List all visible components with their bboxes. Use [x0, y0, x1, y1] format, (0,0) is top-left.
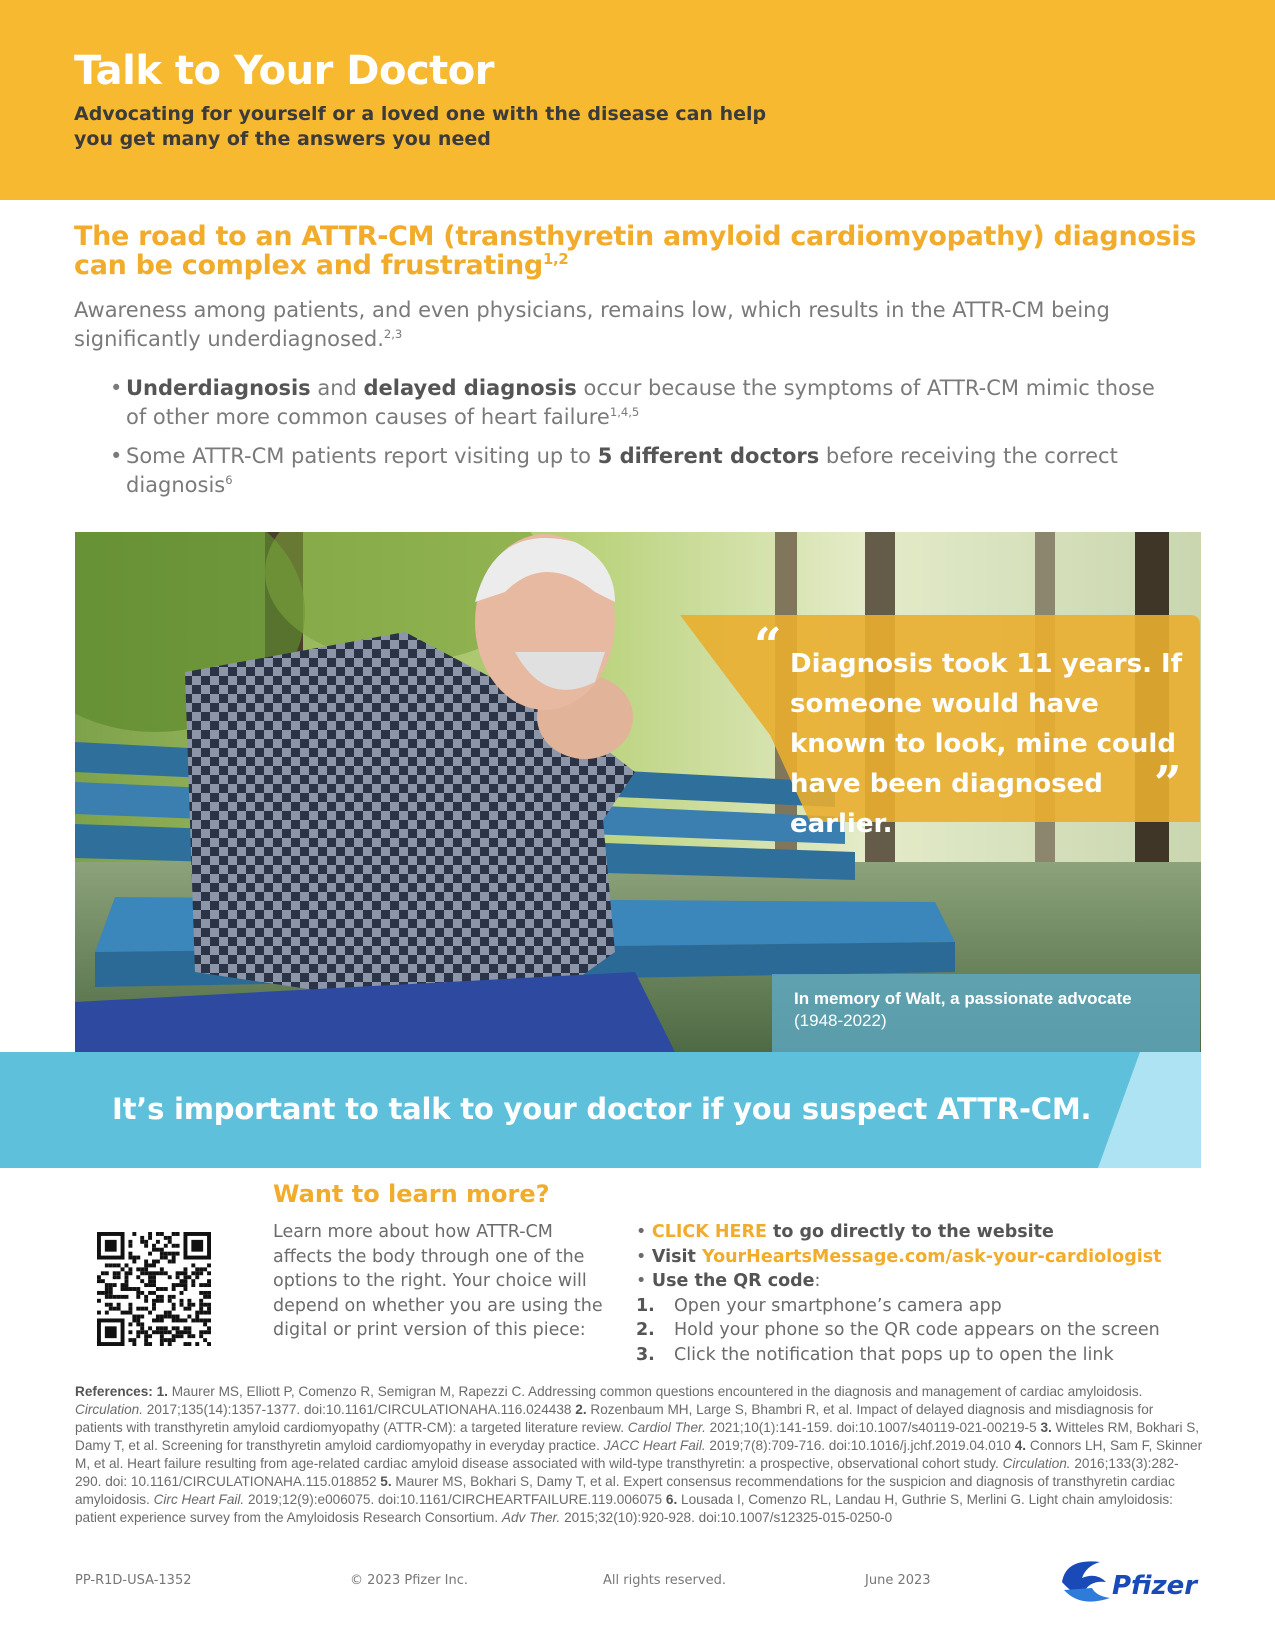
- learn-more-options: [636, 1220, 1256, 1368]
- click-here-link[interactable]: CLICK HERE: [651, 1222, 767, 1242]
- qr-step: [636, 1343, 1256, 1368]
- ref-number: 5.: [380, 1474, 392, 1489]
- ref-journal: Adv Ther.: [501, 1510, 561, 1525]
- option-click-here: • CLICK HERE to go directly to the website: [636, 1222, 1054, 1242]
- bullet-bold: 5 different doctors: [597, 444, 820, 468]
- ref-text: 2019;7(8):709-716. doi:10.1016/j.jchf.2019.04.010: [705, 1438, 1015, 1453]
- ref-journal: Circulation.: [1002, 1456, 1071, 1471]
- ref-number: 1.: [156, 1384, 168, 1399]
- footer-date: June 2023: [865, 1573, 931, 1588]
- ref-journal: Cardiol Ther.: [627, 1420, 706, 1435]
- ref-text: 2021;10(1):141-159. doi:10.1007/s40119-021-00219-5: [705, 1420, 1041, 1435]
- step-text: Click the notification that pops up to open the link: [674, 1344, 1114, 1365]
- ref-text: Connors LH, Sam F, Skinner M, et al. Heart failure resulting from age-related cardiac amyloid disease associated with wild-type transthyretin: a prospective, observational cohort study.: [75, 1438, 1203, 1471]
- ref-text: 2016;133(3):282-290. doi: 10.1161/CIRCULATIONAHA.115.018852: [75, 1456, 1179, 1489]
- option-qr: • Use the QR code:: [636, 1271, 821, 1292]
- bullet-text: occur because the symptoms of ATTR-CM mimic those of other more common causes of heart failure: [126, 376, 1155, 429]
- references: [75, 1383, 1203, 1527]
- ref-number: 4.: [1014, 1438, 1027, 1453]
- bullet-citation: 1,4,5: [609, 405, 640, 419]
- pfizer-logo: [1056, 1552, 1206, 1614]
- option-text: to go directly to the website: [766, 1222, 1054, 1242]
- memorial-caption: [772, 974, 1200, 1052]
- footer-code: PP-R1D-USA-1352: [75, 1573, 192, 1588]
- learn-more-description: Learn more about how ATTR-CM affects the body through one of the options to the right. Your choice will depend on whether you are using the digital or print version of this piece:: [273, 1222, 603, 1341]
- ref-number: 6.: [665, 1492, 678, 1507]
- qr-step: [636, 1318, 1256, 1343]
- page-subtitle: Advocating for yourself or a loved one with the disease can help you get many of the answers you need: [74, 103, 767, 150]
- intro-paragraph-text: Awareness among patients, and even physicians, remains low, which results in the ATTR-CM being significantly underdiagnosed.: [74, 298, 1110, 351]
- ref-journal: Circ Heart Fail.: [153, 1492, 245, 1507]
- intro-paragraph-citation: 2,3: [383, 327, 403, 341]
- bullet-bold: delayed diagnosis: [363, 376, 577, 400]
- bullet-bold: Underdiagnosis: [126, 376, 311, 400]
- ref-text: 2017;135(14):1357-1377. doi:10.1161/CIRCULATIONAHA.116.024438: [143, 1402, 576, 1417]
- step-text: Open your smartphone’s camera app: [674, 1295, 1002, 1316]
- step-text: Hold your phone so the QR code appears on the screen: [674, 1320, 1160, 1341]
- bullet-text: before receiving the correct diagnosis: [126, 444, 1118, 497]
- call-to-action-banner: It’s important to talk to your doctor if you suspect ATTR-CM.: [112, 1092, 1092, 1126]
- ref-text: Lousada I, Comenzo RL, Landau H, Guthrie S, Merlini G. Light chain amyloidosis: patient experience survey from the Amyloidosis Research Consortium.: [75, 1492, 1173, 1525]
- learn-more-title: Want to learn more?: [273, 1180, 550, 1208]
- step-number: 2.: [636, 1320, 655, 1341]
- bullet-underdiagnosis: [110, 374, 1170, 432]
- section-headline: [74, 222, 1214, 280]
- website-link[interactable]: YourHeartsMessage.com/ask-your-cardiologist: [702, 1246, 1162, 1267]
- ref-text: Rozenbaum MH, Large S, Bhambri R, et al. Impact of delayed diagnosis and misdiagnosis for patients with transthyretin amyloid cardiomyopathy (ATTR-CM): a targeted literature review.: [75, 1402, 1154, 1435]
- step-number: 3.: [636, 1344, 655, 1365]
- qr-code-icon[interactable]: [97, 1232, 211, 1346]
- logo-wordmark: Pfizer: [1112, 1571, 1198, 1601]
- memorial-years: (1948-2022): [794, 1011, 887, 1030]
- option-label: Visit: [651, 1246, 702, 1267]
- ref-text: Maurer MS, Bokhari S, Damy T, et al. Expert consensus recommendations for the suspicion and diagnosis of transthyretin cardiac amyloidosis.: [75, 1474, 1175, 1507]
- step-number: 1.: [636, 1295, 655, 1316]
- intro-paragraph: [74, 296, 1214, 354]
- open-quote-icon: “: [754, 618, 782, 674]
- close-quote-icon: ”: [1154, 756, 1182, 812]
- header-band: [0, 0, 1275, 200]
- bullet-text: and: [310, 376, 364, 400]
- option-visit: • Visit YourHeartsMessage.com/ask-your-cardiologist: [636, 1246, 1162, 1267]
- references-label: References:: [75, 1384, 153, 1399]
- ref-text: Maurer MS, Elliott P, Comenzo R, Semigran M, Rapezzi C. Addressing common questions encountered in the diagnosis and management of cardiac amyloidosis.: [167, 1384, 1143, 1399]
- ref-journal: JACC Heart Fail.: [603, 1438, 706, 1453]
- ref-text: Witteles RM, Bokhari S, Damy T, et al. Screening for transthyretin amyloid cardiomyopathy in everyday practice.: [75, 1420, 1200, 1453]
- footer-copyright: © 2023 Pfizer Inc.: [350, 1573, 469, 1588]
- ref-journal: Circulation.: [75, 1402, 143, 1417]
- bullet-list: [110, 374, 1170, 510]
- ref-number: 2.: [575, 1402, 587, 1417]
- headline-citation: 1,2: [542, 250, 569, 268]
- ref-number: 3.: [1040, 1420, 1052, 1435]
- qr-step: [636, 1294, 1256, 1319]
- ref-text: 2019;12(9):e006075. doi:10.1161/CIRCHEARTFAILURE.119.006075: [244, 1492, 666, 1507]
- ref-text: 2015;32(10):920-928. doi:10.1007/s12325-015-0250-0: [560, 1510, 893, 1525]
- bullet-citation: 6: [225, 473, 233, 487]
- option-label: Use the QR code: [651, 1271, 815, 1292]
- option-colon: :: [814, 1271, 821, 1292]
- memorial-line: In memory of Walt, a passionate advocate: [794, 989, 1132, 1008]
- footer-rights: All rights reserved.: [603, 1573, 726, 1588]
- headline-text: The road to an ATTR-CM (transthyretin amyloid cardiomyopathy) diagnosis can be complex and frustrating: [74, 221, 1197, 281]
- bullet-doctors: [110, 442, 1170, 500]
- testimonial-quote: Diagnosis took 11 years. If someone would have known to look, mine could have been diagnosed earlier.: [790, 649, 1183, 839]
- bullet-text: Some ATTR-CM patients report visiting up to: [126, 444, 598, 468]
- page-title: Talk to Your Doctor: [74, 48, 495, 94]
